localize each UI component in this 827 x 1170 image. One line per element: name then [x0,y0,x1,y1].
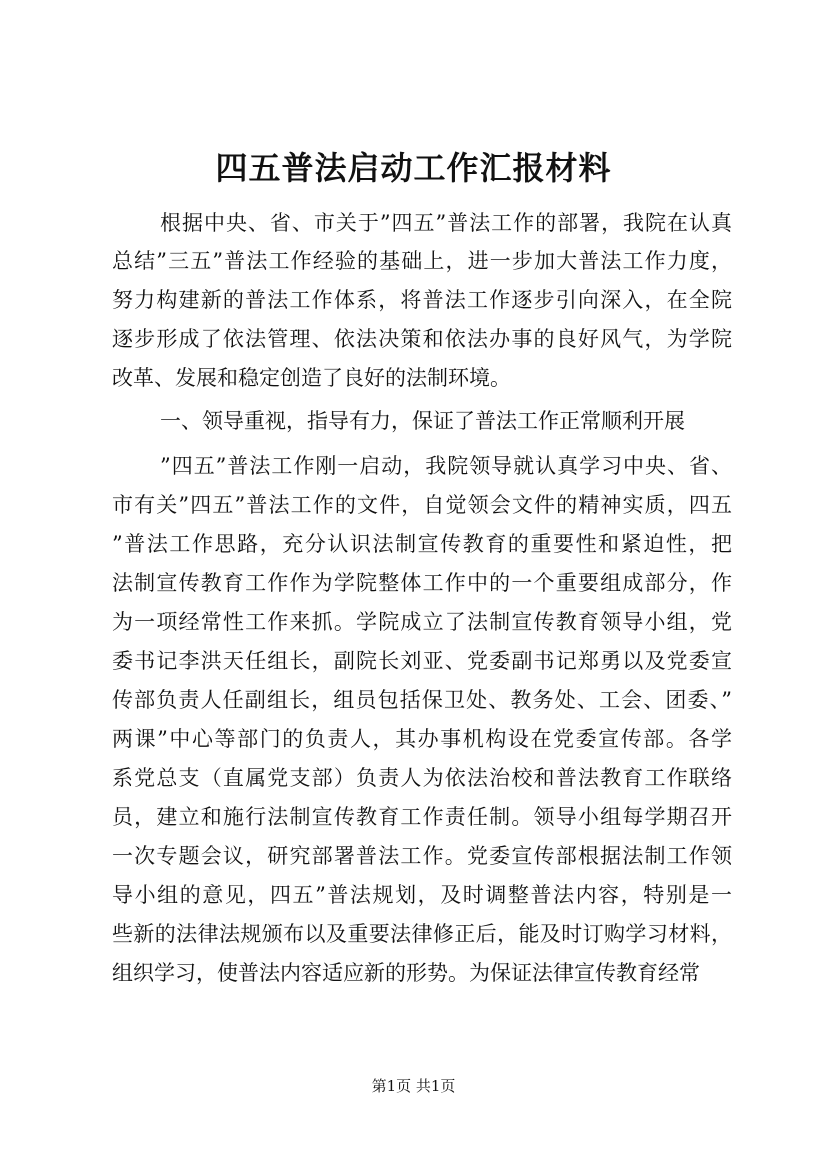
section-heading: 一、领导重视，指导有力，保证了普法工作正常顺利开展 [160,409,685,433]
text-line: 逐步形成了依法管理、依法决策和依法办事的良好风气，为学院 [112,327,732,351]
text-line: 为一项经常性工作来抓。学院成立了法制宣传教育领导小组，党 [112,610,732,634]
page-footer: 第1页 共1页 [371,1077,456,1095]
text-line: 员，建立和施行法制宣传教育工作责任制。领导小组每学期召开 [112,805,732,829]
text-line: 些新的法律法规颁布以及重要法律修正后，能及时订购学习材料， [112,922,732,946]
text-line: 根据中央、省、市关于”四五”普法工作的部署，我院在认真 [160,211,732,235]
text-line: 总结”三五”普法工作经验的基础上，进一步加大普法工作力度， [112,249,732,273]
text-line: 法制宣传教育工作作为学院整体工作中的一个重要组成部分，作 [112,571,732,595]
text-line: ”普法工作思路，充分认识法制宣传教育的重要性和紧迫性，把 [112,532,732,556]
text-line: 改革、发展和稳定创造了良好的法制环境。 [112,366,511,390]
text-line: 努力构建新的普法工作体系，将普法工作逐步引向深入，在全院 [112,288,732,312]
text-line: 市有关”四五”普法工作的文件，自觉领会文件的精神实质，四五 [112,493,732,517]
text-line: 一次专题会议，研究部署普法工作。党委宣传部根据法制工作领 [112,844,732,868]
text-line: 导小组的意见，四五”普法规划，及时调整普法内容，特别是一 [112,883,732,907]
document-title: 四五普法启动工作汇报材料 [215,149,612,187]
text-line: 两课”中心等部门的负责人，其办事机构设在党委宣传部。各学 [112,727,732,751]
text-line: ”四五”普法工作刚一启动，我院领导就认真学习中央、省、 [160,454,732,478]
text-line: 系党总支（直属党支部）负责人为依法治校和普法教育工作联络 [112,766,732,790]
text-line: 传部负责人任副组长，组员包括保卫处、教务处、工会、团委、” [112,688,732,712]
text-line: 委书记李洪天任组长，副院长刘亚、党委副书记郑勇以及党委宣 [112,649,732,673]
text-line: 组织学习，使普法内容适应新的形势。为保证法律宣传教育经常 [112,961,700,985]
